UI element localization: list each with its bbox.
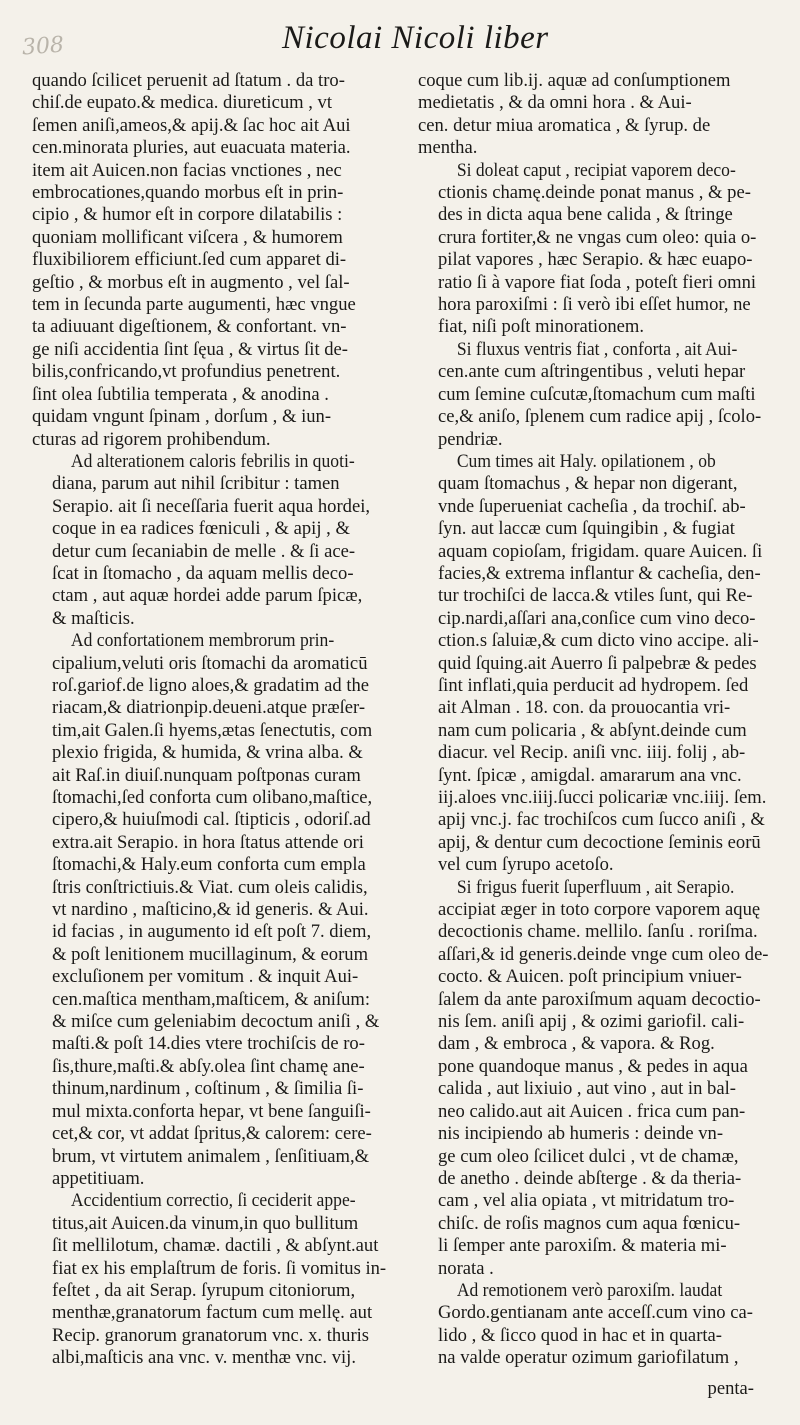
text-line: excluſionem per vomitum . & inquit Aui- [52,966,359,988]
folio-ghost: 308 [21,32,65,61]
text-line: vt nardino , maſticino,& id generis. & Aui. [52,899,369,921]
text-line: detur cum ſecaniabin de melle . & ſi ace- [52,540,356,562]
text-line: nam cum policaria , & abſynt.deinde cum [438,719,747,741]
text-line: & maſticis. [52,607,135,629]
text-line: Si fluxus ventris fiat , conforta , ait Aui- [456,338,738,360]
text-line: neo calido.aut ait Auicen . frica cum pan- [438,1100,746,1122]
text-line: extra.ait Serapio. in hora ſtatus attende ori [52,831,364,853]
text-line: pone quandoque manus , & pedes in aqua [438,1055,748,1077]
text-line: fiat ex his emplaſtrum de foris. ſi vomitus in- [52,1257,387,1279]
text-line: apij, & dentur cum decoctione ſeminis eorū [438,831,761,853]
text-line: ſalem da ante paroxiſmum aquam decoctio- [438,988,761,1010]
text-line: plexio frigida, & humida, & vrina alba. & [52,742,363,764]
running-head: Nicolai Nicoli liber [282,20,549,56]
text-line: Si frigus fuerit ſuperfluum , ait Serapio. [456,876,735,898]
text-line: ratio ſi à vapore fiat ſoda , poteſt fieri omni [438,271,757,293]
text-line: ſtomachi,& Haly.eum conforta cum empla [52,854,366,876]
text-line: quid ſquing.ait Auerro ſi palpebræ & pedes [438,652,757,674]
text-line: Ad confortationem membrorum prin- [70,630,335,652]
text-line: cip.nardi,aſſari ana,conſice cum vino deco- [438,607,756,629]
text-line: na valde operatur ozimum gariofilatum , [438,1347,739,1369]
text-line: ction.s ſaluiæ,& cum dicto vino accipe. ali- [438,630,759,652]
text-line: Serapio. ait ſi neceſſaria fuerit aqua hordei, [52,495,371,517]
paragraph [418,877,768,1280]
catchword: penta- [707,1378,754,1399]
text-line: aquam copioſam, frigidam. quare Auicen. ſi [438,540,763,562]
text-line: ta adiuuant digeſtionem, & confortant. vn- [32,316,347,338]
text-line: & poſt lenitionem mucillaginum, & eorum [52,943,369,965]
text-line: maſti.& poſt 14.dies vtere trochiſcis de ro- [52,1033,365,1055]
text-line: de anetho . deinde abſterge . & da theria- [438,1167,742,1189]
text-line: des in dicta aqua bene calida , & ſtringe [438,204,733,226]
text-line: ſyn. aut laccæ cum ſquingibin , & fugiat [438,518,735,540]
text-line: cen.minorata pluries, aut euacuata materia. [32,137,351,159]
text-line: aſſari,& id generis.deinde vnge cum oleo de- [437,943,769,965]
text-line: & miſce cum geleniabim decoctum aniſi , & [52,1011,380,1033]
text-line: cturas ad rigorem prohibendum. [32,428,271,450]
text-line: cet,& cor, vt addat ſpritus,& calorem: cere- [52,1123,372,1145]
text-line: cocto. & Auicen. poſt principium vniuer- [438,966,742,988]
paragraph [32,70,402,451]
text-line: vel cum ſyrupo acetoſo. [438,854,614,876]
text-line: medietatis , & da omni hora . & Aui- [418,92,692,114]
text-line: chiſc. de roſis magnos cum aqua fœnicu- [438,1212,741,1234]
text-line: item ait Auicen.non facias vnctiones , nec [32,159,342,181]
text-line: mul mixta.conforta hepar, vt bene ſanguiſi- [52,1100,371,1122]
text-line: albi,maſticis ana vnc. v. menthæ vnc. vij. [52,1347,356,1369]
paragraph [418,339,768,451]
text-line: fiat, niſi poſt minorationem. [438,316,645,338]
text-line: pilat vapores , hæc Serapio. & hæc euapo- [438,249,753,271]
text-line: lido , & ſicco quod in hac et in quarta- [438,1324,722,1346]
text-line: ſit mellilotum, chamæ. dactili , & abſynt.aut [52,1235,379,1257]
text-line: vnde ſuperueniat cacheſia , da trochiſ. ab- [438,495,746,517]
text-line: chiſ.de eupato.& medica. diureticum , vt [32,92,332,114]
text-line: cam , vel alia opiata , vt mitridatum tro- [438,1190,735,1212]
text-line: Gordo.gentianam ante acceſſ.cum vino ca- [438,1302,753,1324]
text-line: diana, parum aut nihil ſcribitur : tamen [52,473,340,495]
text-line: cen.maſtica mentham,maſticem, & aniſum: [52,988,371,1010]
text-line: tem in ſecunda parte augumenti, hæc vngue [32,294,356,316]
text-line: quoniam mollificant viſcera , & humorem [32,226,343,248]
text-line: ſcat in ſtomacho , da aquam mellis deco- [52,562,354,584]
text-line: nis incipiendo ab humeris : deinde vn- [438,1123,724,1145]
text-line: hora paroxiſmi : ſi verò ibi eſſet humor, ne [438,294,751,316]
text-line: tur trochiſci de lacca.& vtiles ſunt, qui Re- [438,585,753,607]
text-line: tim,ait Galen.ſi hyems,ætas ſenectutis, com [52,719,373,741]
text-line: ge cum oleo ſcilicet dulci , vt de chamæ, [438,1145,739,1167]
text-line: ſint olea ſubtilia temperata , & anodina . [32,383,329,405]
text-line: pendriæ. [438,428,503,450]
text-line: Ad alterationem caloris febrilis in quoti- [70,450,355,472]
text-line: appetitiuam. [52,1167,145,1189]
text-line: coque cum lib.ij. aquæ ad conſumptionem [418,70,731,91]
text-line: Accidentium correctio, ſi ceciderit appe- [70,1190,356,1212]
text-line: feſtet , da ait Serap. ſyrupum citoniorum, [52,1279,356,1301]
text-line: ce,& aniſo, ſplenem cum radice apij , ſcolo- [438,406,762,428]
paragraph [418,451,768,877]
text-line: embrocationes,quando morbus eſt in prin- [32,182,344,204]
text-line: cum ſemine cuſcutæ,ſtomachum cum maſti [438,383,756,405]
text-line: riacam,& diatrionpip.deueni.atque præſer- [52,697,366,719]
text-line: ſis,thure,maſti.& abſy.olea ſint chamę ane- [52,1055,365,1077]
left-column [32,70,402,1370]
text-line: menthæ,granatorum factum cum mellę. aut [52,1302,373,1324]
text-line: cipio , & humor eſt in corpore dilatabilis : [32,204,343,226]
text-line: diacur. vel Recip. aniſi vnc. iiij. folij , ab- [438,742,746,764]
text-line: quidam vngunt ſpinam , dorſum , & iun- [32,406,332,428]
text-line: crura fortiter,& ne vngas cum oleo: quia o- [438,226,757,248]
text-line: fluxibiliorem efficiunt.ſed cum apparet di- [32,249,347,271]
text-line: accipiat æger in toto corpore vaporem aquę [438,899,761,921]
text-line: ait Raſ.in diuiſ.nunquam poſtponas curam [52,764,361,786]
text-line: cipero,& huiuſmodi cal. ſtipticis , odoriſ.ad [52,809,371,831]
text-line: ſint inflati,quia perducit ad hydropem. ſed [438,674,749,696]
paragraph [418,1280,768,1370]
text-line: brum, vt virtutem animalem , ſenſitiuam,& [52,1145,370,1167]
paragraph [418,160,768,339]
text-line: ſynt. ſpicæ , amigdal. amararum ana vnc. [438,764,742,786]
text-line: quam ſtomachus , & hepar non digerant, [438,473,738,495]
text-line: Ad remotionem verò paroxiſm. laudat [456,1279,723,1301]
text-line: roſ.gariof.de ligno aloes,& gradatim ad the [52,674,370,696]
text-line: li ſemper ante paroxiſm. & materia mi- [438,1235,727,1257]
text-line: bilis,confricando,vt profundius penetrent. [32,361,341,383]
text-line: norata . [438,1257,494,1279]
text-line: id facias , in augumento id eſt poſt 7. diem, [52,921,372,943]
paragraph [418,70,768,160]
text-line: ge niſi accidentia ſint ſęua , & virtus ſit de- [32,338,349,360]
text-line: Recip. granorum granatorum vnc. x. thuris [52,1324,370,1346]
text-line: cen.ante cum aſtringentibus , veluti hepar [438,361,746,383]
text-line: mentha. [418,137,478,159]
text-line: ſtris conſtrictiuis.& Viat. cum oleis calidis, [52,876,368,898]
text-line: ait Alman . 18. con. da prouocantia vri- [438,697,731,719]
text-line: ſemen aniſi,ameos,& apij.& ſac hoc ait Aui [32,114,351,136]
text-line: quando ſcilicet peruenit ad ſtatum . da tro- [32,70,345,91]
text-line: decoctionis chame. mellilo. ſanſu . roriſma. [438,921,758,943]
paragraph [32,451,402,630]
text-line: apij vnc.j. fac trochiſcos cum ſucco aniſi , & [438,809,765,831]
text-line: cen. detur miua aromatica , & ſyrup. de [418,114,711,136]
text-line: ctionis chamę.deinde ponat manus , & pe- [438,182,751,204]
text-line: iij.aloes vnc.iiij.ſucci policariæ vnc.iiij. ſem. [438,787,767,808]
text-line: calida , aut lixiuio , aut vino , aut in bal- [438,1078,736,1100]
text-line: Si doleat caput , recipiat vaporem deco- [456,159,736,181]
text-line: nis ſem. aniſi apij , & ozimi gariofil. cali- [438,1011,745,1033]
text-line: geſtio , & morbus eſt in augmento , vel ſal- [32,271,350,293]
text-line: ctam , aut aquæ hordei adde parum ſpicæ, [52,585,363,607]
text-line: ſtomachi,ſed conforta cum olibano,maſtice, [52,787,373,808]
text-line: titus,ait Auicen.da vinum,in quo bullitum [52,1212,359,1234]
right-column [418,70,768,1370]
text-line: facies,& extrema inflantur & cacheſia, den- [438,562,761,584]
text-line: thinum,nardinum , coſtinum , & ſimilia ſi- [52,1078,364,1100]
text-line: cipalium,veluti oris ſtomachi da aromaticū [52,652,368,674]
text-line: coque in ea radices fœniculi , & apij , & [52,518,350,540]
text-line: dam , & embroca , & vapora. & Rog. [438,1033,715,1055]
text-line: Cum times ait Haly. opilationem , ob [456,450,716,472]
paragraph [32,1190,402,1369]
paragraph [32,630,402,1190]
